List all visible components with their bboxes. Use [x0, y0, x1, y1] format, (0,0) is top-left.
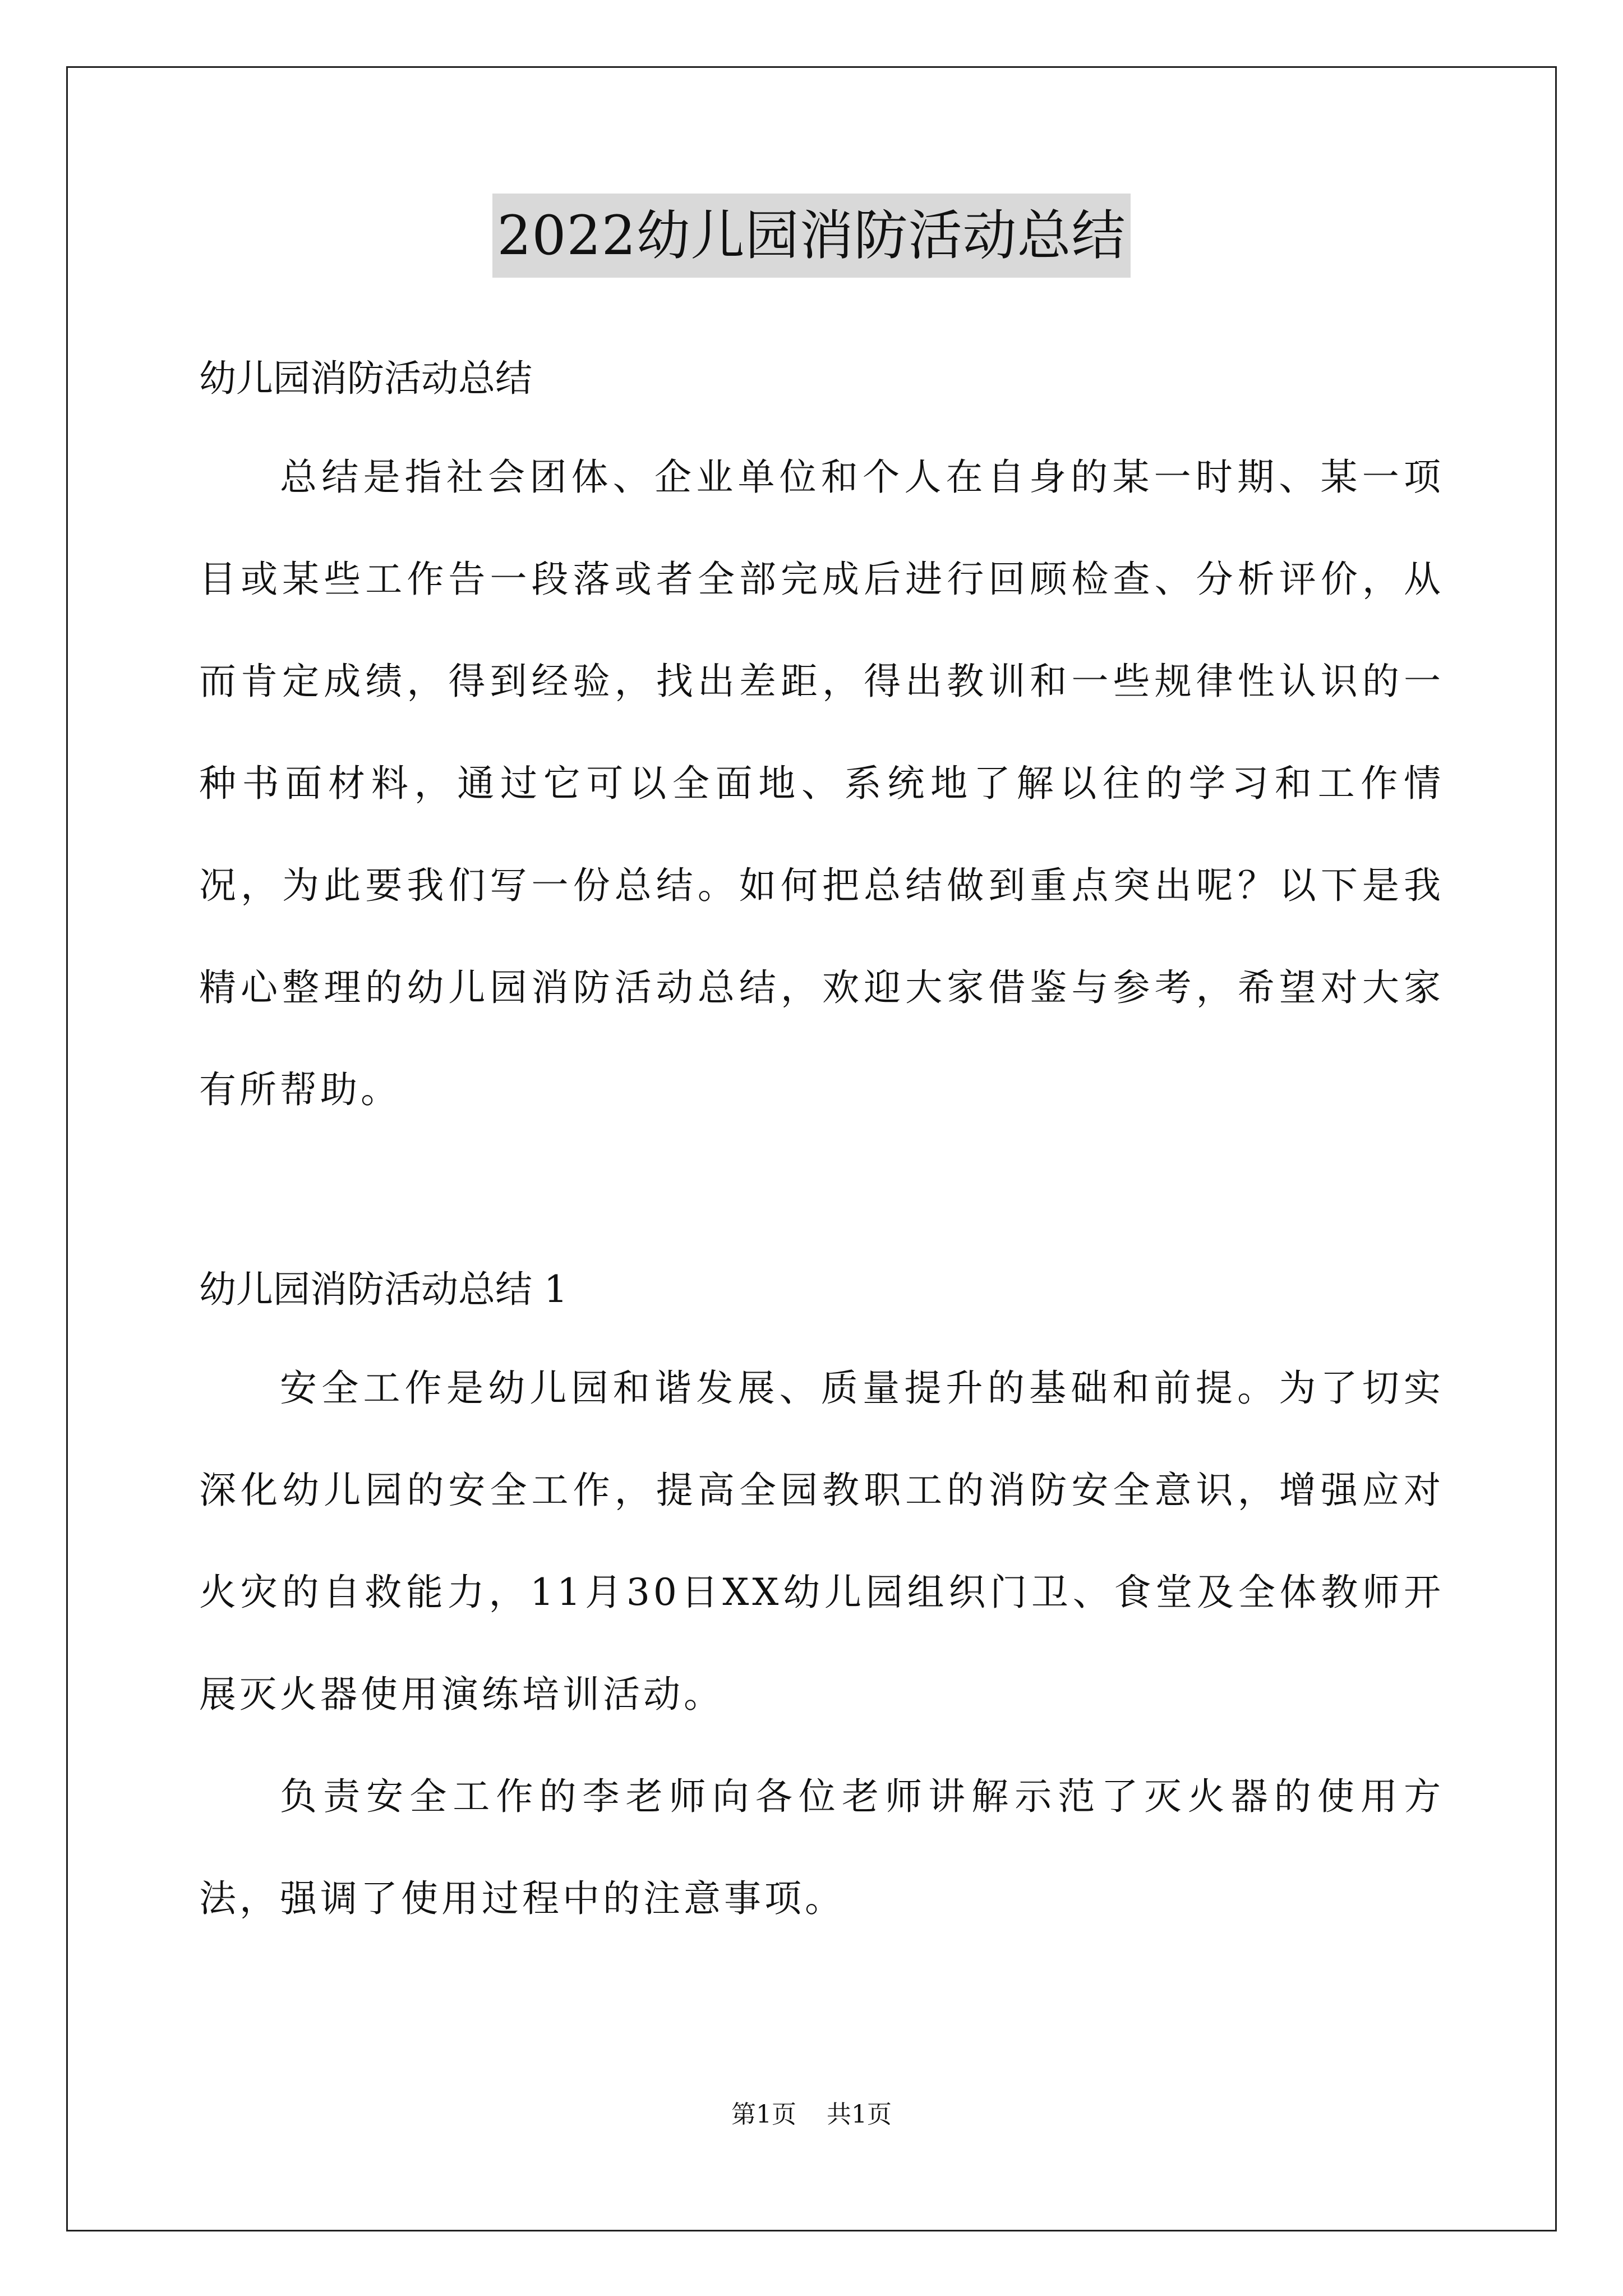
- section-1-paragraph-2: 负责安全工作的李老师向各位老师讲解示范了灭火器的使用方法，强调了使用过程中的注意事项。: [199, 1775, 1444, 1920]
- title-container: [0, 194, 1623, 278]
- document-body: [199, 331, 1444, 1950]
- section-heading-1: 幼儿园消防活动总结 1: [199, 1268, 568, 1311]
- intro-paragraph: 总结是指社会团体、企业单位和个人在自身的某一时期、某一项目或某些工作告一段落或者全部完成后进行回顾检查、分析评价，从而肯定成绩，得到经验，找出差距，得出教训和一些规律性认识的一种书面材料，通过它可以全面地、系统地了解以往的学习和工作情况，为此要我们写一份总结。如何把总结做到重点突出呢？以下是我精心整理的幼儿园消防活动总结，欢迎大家借鉴与参考，希望对大家有所帮助。: [199, 455, 1444, 1111]
- page-footer: [0, 2098, 1623, 2132]
- page-number-current: 第1页: [731, 2100, 796, 2129]
- document-title: 2022幼儿园消防活动总结: [492, 194, 1130, 278]
- section-1-paragraph-1: 安全工作是幼儿园和谐发展、质量提升的基础和前提。为了切实深化幼儿园的安全工作，提高全园教职工的消防安全意识，增强应对火灾的自救能力，11月30日XX幼儿园组织门卫、食堂及全体教师开展灭火器使用演练培训活动。: [199, 1366, 1444, 1716]
- section-heading-intro: 幼儿园消防活动总结: [199, 357, 532, 400]
- page-number-total: 共1页: [827, 2100, 892, 2129]
- section-spacer: [199, 1141, 1444, 1242]
